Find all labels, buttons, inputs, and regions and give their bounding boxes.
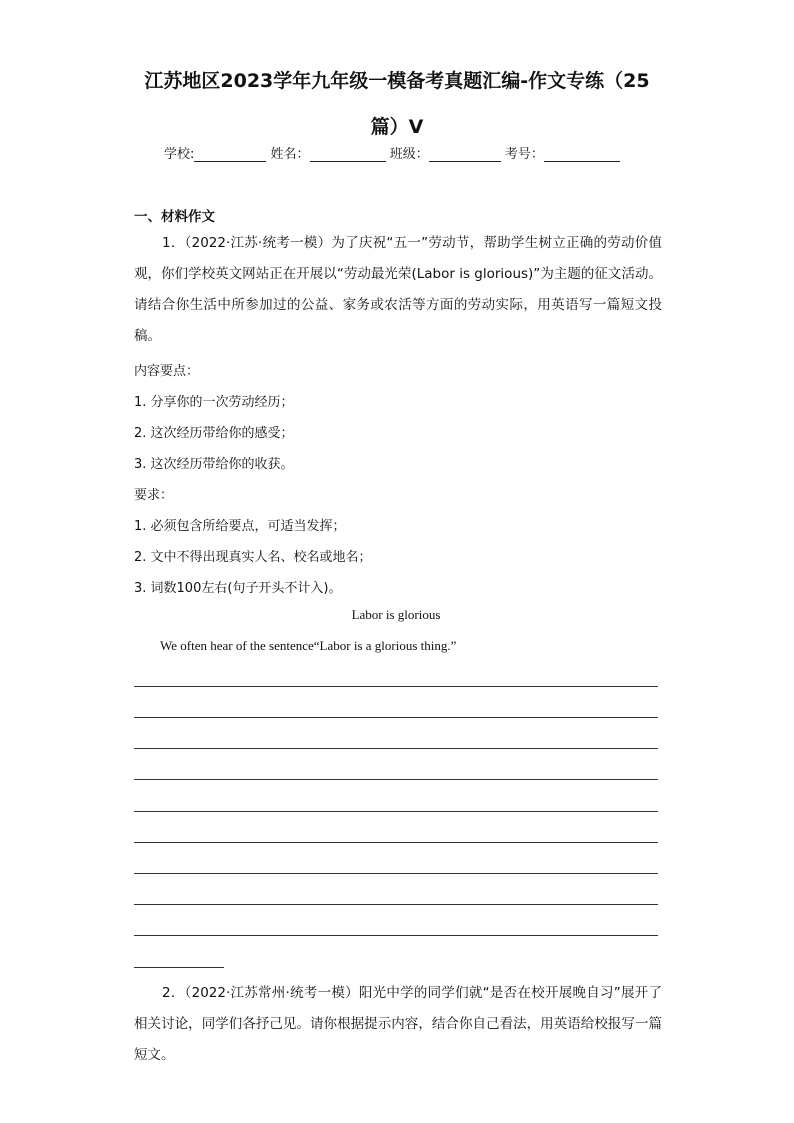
writing-line[interactable] [134, 842, 658, 843]
essay-title: Labor is glorious [351, 607, 441, 622]
requirements-heading: 要求： [134, 488, 174, 503]
separator-rule [134, 967, 224, 968]
question-1-prompt: 1．（2022·江苏·统考一模）为了庆祝“五一”劳动节，帮助学生树立正确的劳动价值观，你们学校英文网站正在开展以“劳动最光荣(Labor is glorious)”为主题的征文活动。请结合你生活中所参加过的公益、家务或农活等方面的劳动实际，用英语写一篇短文投稿。 [134, 235, 662, 344]
content-point: 2. 这次经历带给你的感受； [134, 426, 294, 441]
requirement-item: 3. 词数100左右(句子开头不计入)。 [134, 581, 342, 596]
writing-line[interactable] [134, 811, 658, 812]
name-blank[interactable] [310, 147, 386, 162]
writing-line[interactable] [134, 904, 658, 905]
student-info-row [164, 143, 620, 162]
question-2-prompt: 2．（2022·江苏常州·统考一模）阳光中学的同学们就“是否在校开展晚自习”展开了相关讨论，同学们各抒己见。请你根据提示内容，结合你自己看法，用英语给校报写一篇短文。 [134, 985, 662, 1063]
exam-number-label: 考号： [504, 147, 544, 162]
content-point: 3. 这次经历带给你的收获。 [134, 457, 294, 472]
requirement-item: 2. 文中不得出现真实人名、校名或地名； [134, 550, 372, 565]
name-label: 姓名： [270, 147, 310, 162]
writing-line[interactable] [134, 686, 658, 687]
school-label: 学校: [164, 147, 195, 162]
title-line-2: 篇）V [370, 116, 424, 138]
writing-line[interactable] [134, 779, 658, 780]
exam-number-blank[interactable] [544, 147, 620, 162]
class-blank[interactable] [429, 147, 501, 162]
section-heading: 一、材料作文 [134, 209, 215, 225]
class-label: 班级： [389, 147, 429, 162]
writing-line[interactable] [134, 873, 658, 874]
title-line-1: 江苏地区2023学年九年级一模备考真题汇编-作文专练（25 [144, 70, 650, 92]
school-blank[interactable] [194, 147, 266, 162]
document-title [120, 58, 674, 150]
writing-line[interactable] [134, 717, 658, 718]
writing-line[interactable] [134, 748, 658, 749]
content-points-heading: 内容要点： [134, 364, 200, 379]
requirement-item: 1. 必须包含所给要点，可适当发挥； [134, 519, 346, 534]
writing-line[interactable] [134, 935, 658, 936]
essay-opening-sentence: We often hear of the sentence“Labor is a glorious thing.” [160, 638, 457, 653]
content-point: 1. 分享你的一次劳动经历； [134, 395, 294, 410]
